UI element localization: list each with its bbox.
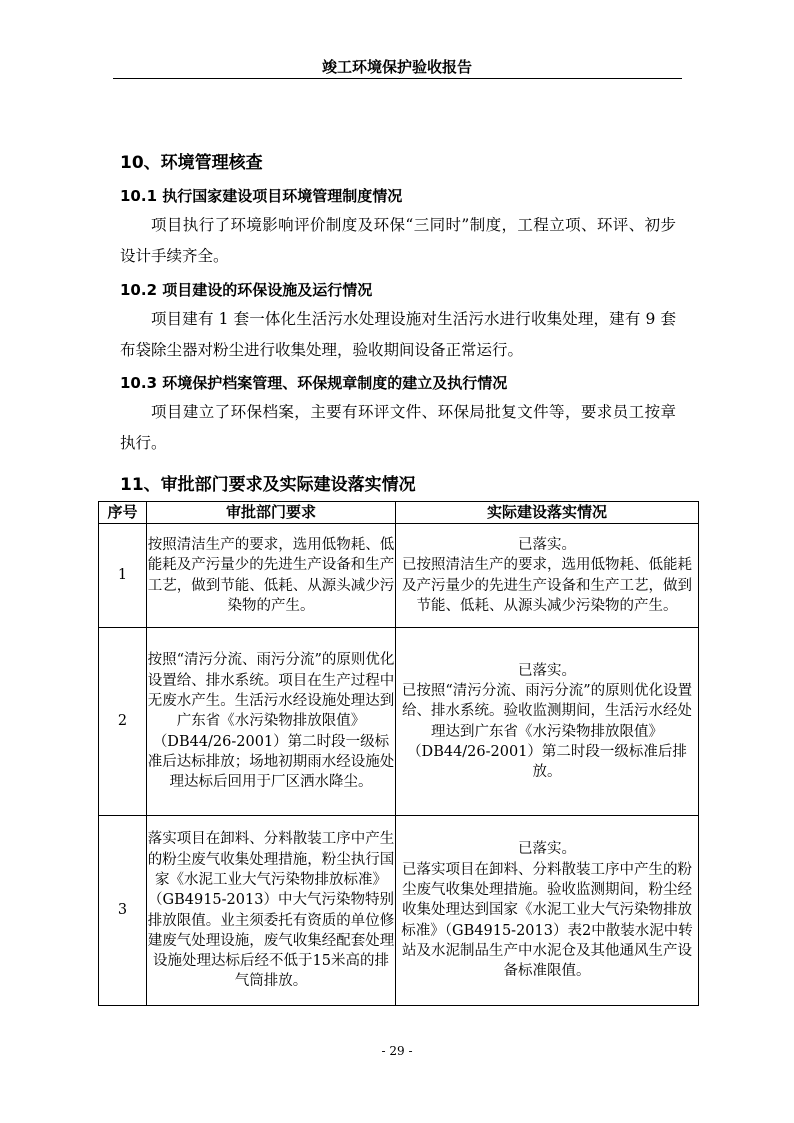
section-10-1-text: 项目执行了环境影响评价制度及环保“三同时”制度，工程立项、环评、初步设计手续齐全。: [120, 216, 676, 265]
implementation-cell: [396, 816, 699, 1006]
column-header-implementation: 实际建设落实情况: [396, 502, 699, 524]
requirement-cell: 落实项目在卸料、分料散装工序中产生的粉尘废气收集处理措施，粉尘执行国家《水泥工业大气污染物排放标准》（GB4915-2013）中大气污染物特别排放限值。业主须委托有资质的单位修建废气处理设施，废气收集经配套处理设施处理达标后经不低于15米高的排气筒排放。: [147, 816, 396, 1006]
header-divider: [113, 78, 682, 79]
page-number: - 29 -: [381, 1044, 413, 1058]
document-header-title: 竣工环境保护验收报告: [321, 58, 472, 76]
implementation-detail: 已落实项目在卸料、分料散装工序中产生的粉尘废气收集处理措施。验收监测期间，粉尘经收集处理达到国家《水泥工业大气污染物排放标准》（GB4915-2013）表2中散装水泥中转站及水泥制品生产中水泥仓及其他通风生产设备标准限值。: [401, 861, 693, 980]
section-10-heading: 10、环境管理核查: [120, 153, 263, 173]
row-index: 1: [99, 524, 147, 628]
implementation-status: 已落实。: [518, 841, 576, 858]
table-header-row: [99, 502, 699, 524]
implementation-detail: 已按照清洁生产的要求，选用低物耗、低能耗及产污量少的先进生产设备和生产工艺，做到节能、低耗、从源头减少污染物的产生。: [402, 557, 692, 614]
table-row: [99, 816, 699, 1006]
section-10-3-text: 项目建立了环保档案，主要有环评文件、环保局批复文件等，要求员工按章执行。: [120, 403, 676, 452]
row-index: 3: [99, 816, 147, 1006]
section-10-2-text: 项目建有 1 套一体化生活污水处理设施对生活污水进行收集处理，建有 9 套布袋除尘器对粉尘进行收集处理，验收期间设备正常运行。: [120, 310, 676, 359]
approval-requirements-table: [98, 501, 699, 1006]
section-11-heading: 11、审批部门要求及实际建设落实情况: [120, 475, 416, 495]
section-10-3-heading: 10.3 环境保护档案管理、环保规章制度的建立及执行情况: [120, 374, 508, 392]
table-row: [99, 628, 699, 816]
column-header-requirement: 审批部门要求: [147, 502, 396, 524]
table-row: [99, 524, 699, 628]
requirement-cell: 按照清洁生产的要求，选用低物耗、低能耗及产污量少的先进生产设备和生产工艺，做到节能、低耗、从源头减少污染物的产生。: [147, 524, 396, 628]
implementation-status: 已落实。: [518, 536, 576, 553]
section-10-2-heading: 10.2 项目建设的环保设施及运行情况: [120, 281, 373, 299]
implementation-status: 已落实。: [518, 662, 576, 679]
implementation-detail: 已按照“清污分流、雨污分流”的原则优化设置给、排水系统。验收监测期间，生活污水经处理达到广东省《水污染物排放限值》（DB44/26-2001）第二时段一级标准后排放。: [401, 682, 693, 781]
row-index: 2: [99, 628, 147, 816]
section-10-1-heading: 10.1 执行国家建设项目环境管理制度情况: [120, 187, 403, 205]
implementation-cell: [396, 628, 699, 816]
implementation-cell: [396, 524, 699, 628]
requirement-cell: 按照“清污分流、雨污分流”的原则优化设置给、排水系统。项目在生产过程中无废水产生。生活污水经设施处理达到广东省《水污染物排放限值》（DB44/26-2001）第二时段一级标准后达标排放；场地初期雨水经设施处理达标后回用于厂区洒水降尘。: [147, 628, 396, 816]
column-header-index: 序号: [99, 502, 147, 524]
